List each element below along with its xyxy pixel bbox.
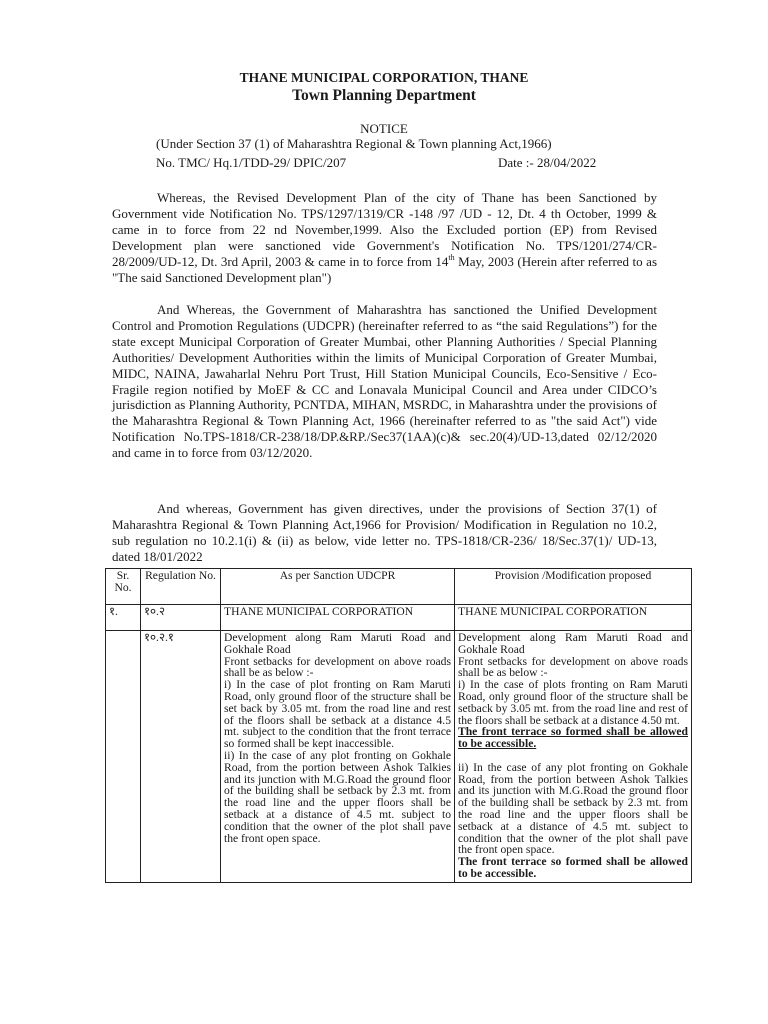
cell-sr-no-empty <box>106 631 141 883</box>
header-regulation-no: Regulation No. <box>141 569 221 605</box>
left-item-i: i) In the case of plot fronting on Ram Maruti Road, only ground floor of the structure shall be set back by 3.05 mt. from the road line and rest of the floors shall be setback at a distance 4.5 mt. subject to the condition that the front terrace so formed shall be kept inaccessible. <box>224 678 451 751</box>
regulation-table <box>105 568 692 883</box>
paragraph-revised-plan <box>112 190 657 285</box>
right-item-i-accessible-note: The front terrace so formed shall be allowed to be accessible. <box>458 725 688 751</box>
left-item-ii: ii) In the case of any plot fronting on Gokhale Road, from the portion between Ashok Talkies and its junction with M.G.Road the ground floor of the building shall be setback by 2.3 mt. from the road line and the upper floors shall be setback at a distance of 4.5 mt. subject to condition that the owner of the plot shall pave the front open space. <box>224 748 451 845</box>
header-as-per-udcpr: As per Sanction UDCPR <box>221 569 455 605</box>
left-intro: Front setbacks for development on above roads shall be as below :- <box>224 654 451 680</box>
table-row <box>106 605 692 631</box>
right-intro: Front setbacks for development on above roads shall be as below :- <box>458 654 688 680</box>
department-name: Town Planning Department <box>292 87 476 104</box>
notice-date: Date :- 28/04/2022 <box>498 155 597 170</box>
notice-title: NOTICE <box>360 121 408 136</box>
superscript-th: th <box>448 252 455 262</box>
cell-modification: THANE MUNICIPAL CORPORATION <box>455 605 692 631</box>
right-title: Development along Ram Maruti Road and Gokhale Road <box>458 631 688 656</box>
cell-regulation-no: १०.२.१ <box>141 631 221 883</box>
act-reference: (Under Section 37 (1) of Maharashtra Regional & Town planning Act,1966) <box>156 136 552 151</box>
paragraph-directives: And whereas, Government has given directives, under the provisions of Section 37(1) of Maharashtra Regional & Town Planning Act,1966 for Provision/ Modification in Regulation no 10.2, sub regulation no 10.2.1(i) & (ii) as below, vide letter no. TPS-1818/CR-236/ 18/Sec.37(1)/ UD-13, dated 18/01/2022 <box>112 501 657 564</box>
right-item-i: i) In the case of plots fronting on Ram Maruti Road, only ground floor of the structure shall be setback by 3.05 mt. from the road line and rest of the floors shall be setback at a distance 4.50 mt. <box>458 678 688 727</box>
paragraph-revised-plan-tail: May, 2003 (Herein after referred to as "The said Sanctioned Development plan") <box>112 253 658 285</box>
right-item-ii: ii) In the case of any plot fronting on Gokhale Road, from the portion between Ashok Talkies and its junction with M.G.Road the ground floor of the building shall be setback by 2.3 mt. from the road line and the upper floors shall be setback at a distance of 4.5 mt. subject to condition that the owner of the plot shall pave the front open space. <box>458 760 688 857</box>
cell-sr-no: १. <box>106 605 141 631</box>
cell-regulation-no: १०.२ <box>141 605 221 631</box>
table-row <box>106 631 692 883</box>
table-header-row <box>106 569 692 605</box>
header-sr-no: Sr. No. <box>106 569 141 605</box>
spacer <box>458 750 688 762</box>
reference-number: No. TMC/ Hq.1/TDD-29/ DPIC/207 <box>156 155 347 170</box>
cell-modification <box>455 631 692 883</box>
right-item-ii-accessible-note: The front terrace so formed shall be allowed to be accessible. <box>458 855 688 880</box>
organization-name: THANE MUNICIPAL CORPORATION, THANE <box>239 70 529 85</box>
left-title: Development along Ram Maruti Road and Gokhale Road <box>224 631 451 656</box>
paragraph-revised-plan-text: Whereas, the Revised Development Plan of the city of Thane has been Sanctioned by Government vide Notification No. TPS/1297/1319/CR -148 /97 /UD - 12, Dt. 4 th October, 1999 & came in to force from 22 nd November,1999. Also the Excluded portion (EP) from Revised Development plan were sanctioned vide Government's Notification No. TPS/1201/274/CR-28/2009/UD-12, Dt. 3rd April, 2003 & came in to force from 14 <box>112 190 657 269</box>
paragraph-udcpr: And Whereas, the Government of Maharashtra has sanctioned the Unified Development Control and Promotion Regulations (UDCPR) (hereinafter referred to as “the said Regulations”) for the state except Municipal Corporation of Greater Mumbai, other Planning Authorities / Special Planning Authorities/ Development Authorities within the limits of Municipal Corporation of Greater Mumbai, MIDC, NAINA, Jawaharlal Nehru Port Trust, Hill Station Municipal Councils, Eco-Sensitive / Eco-Fragile region notified by MoEF & CC and Lonavala Municipal Council and Area under CIDCO’s jurisdiction as Planning Authority, PCNTDA, MIHAN, MSRDC, in Maharashtra under the provisions of the Maharashtra Regional & Town Planning Act, 1966 (hereinafter referred to as "the said Act") vide Notification No.TPS-1818/CR-238/18/DP.&RP./Sec37(1AA)(c)& sec.20(4)/UD-13,dated 02/12/2020 and came in to force from 03/12/2020. <box>112 302 657 461</box>
cell-as-per-udcpr: THANE MUNICIPAL CORPORATION <box>221 605 455 631</box>
cell-as-per-udcpr <box>221 631 455 883</box>
header-modification: Provision /Modification proposed <box>455 569 692 605</box>
